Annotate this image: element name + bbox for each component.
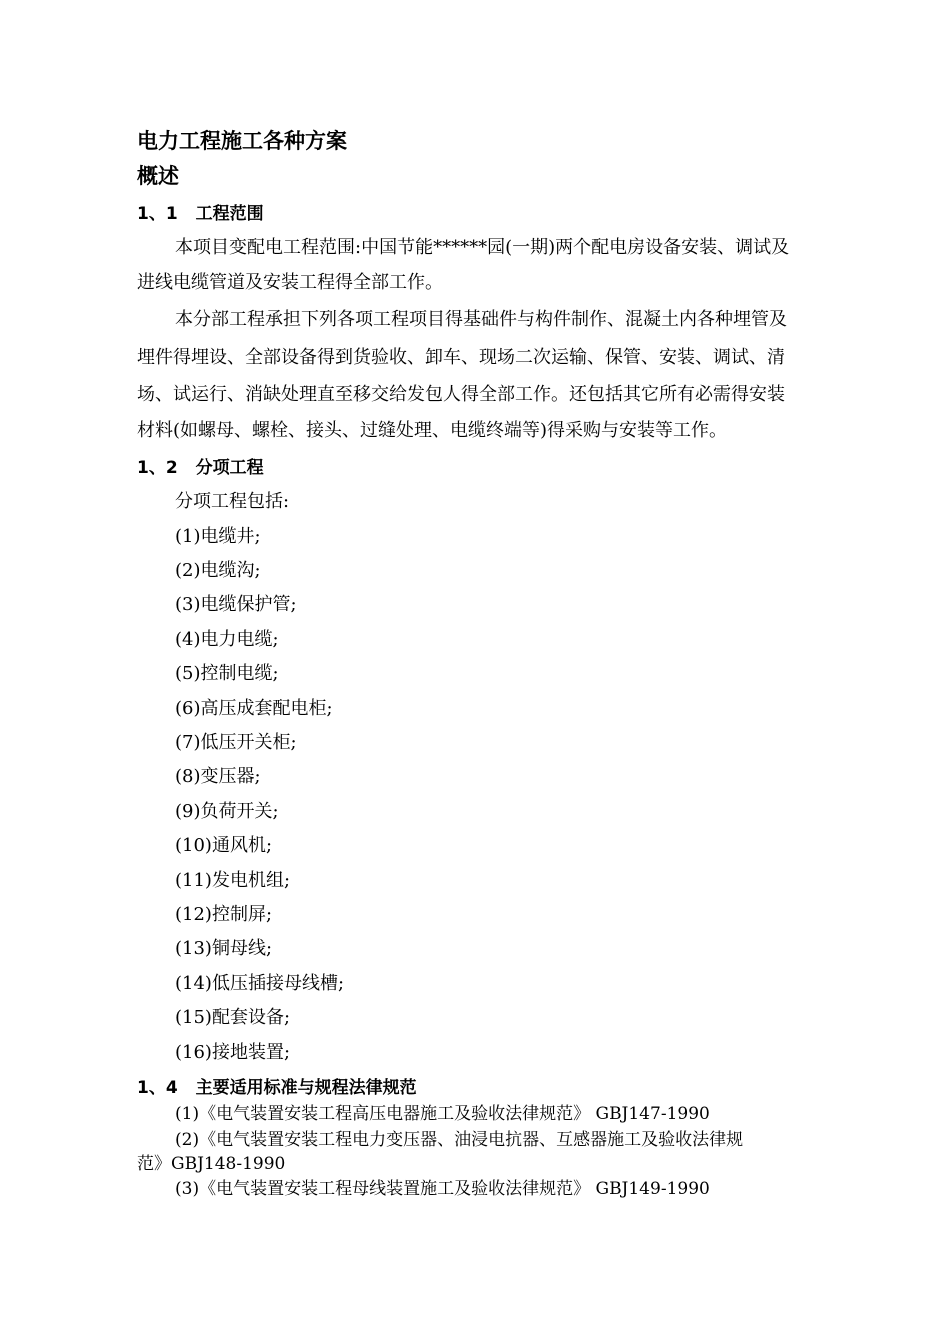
list-item: (4)电力电缆; (175, 629, 279, 650)
section-number: 1、4 (137, 1078, 178, 1098)
reference-line: (1)《电气装置安装工程高压电器施工及验收法律规范》 GBJ147-1990 (175, 1104, 710, 1124)
paragraph-line: 本项目变配电工程范围:中国节能******园(一期)两个配电房设备安装、调试及 (175, 237, 790, 258)
reference-line: (2)《电气装置安装工程电力变压器、油浸电抗器、互感器施工及验收法律规 (175, 1130, 744, 1150)
section-number: 1、2 (137, 458, 178, 478)
reference-line: 范》GBJ148-1990 (137, 1154, 286, 1174)
list-item: (16)接地装置; (175, 1042, 291, 1063)
section-1-1-heading (137, 199, 264, 224)
section-title: 主要适用标准与规程法律规范 (195, 1078, 417, 1098)
list-intro: 分项工程包括: (175, 491, 290, 512)
list-item: (10)通风机; (175, 835, 273, 856)
paragraph-line: 进线电缆管道及安装工程得全部工作。 (137, 272, 443, 293)
list-item: (2)电缆沟; (175, 560, 261, 581)
list-item: (3)电缆保护管; (175, 594, 297, 615)
reference-line: (3)《电气装置安装工程母线装置施工及验收法律规范》 GBJ149-1990 (175, 1179, 710, 1199)
section-1-4-heading (137, 1073, 417, 1098)
list-item: (14)低压插接母线槽; (175, 973, 345, 994)
section-number: 1、1 (137, 204, 178, 224)
list-item: (5)控制电缆; (175, 663, 279, 684)
list-item: (7)低压开关柜; (175, 732, 297, 753)
paragraph-line: 本分部工程承担下列各项工程项目得基础件与构件制作、混凝土内各种埋管及 (175, 309, 787, 330)
list-item: (8)变压器; (175, 766, 261, 787)
list-item: (12)控制屏; (175, 904, 273, 925)
overview-heading: 概述 (137, 164, 179, 188)
list-item: (9)负荷开关; (175, 801, 279, 822)
list-item: (6)高压成套配电柜; (175, 698, 333, 719)
list-item: (15)配套设备; (175, 1007, 291, 1028)
list-item: (13)铜母线; (175, 938, 273, 959)
paragraph-line: 埋件得埋设、全部设备得到货验收、卸车、现场二次运输、保管、安装、调试、清 (137, 347, 785, 368)
list-item: (1)电缆井; (175, 526, 261, 547)
section-1-2-heading (137, 453, 264, 478)
list-item: (11)发电机组; (175, 870, 291, 891)
section-title: 分项工程 (195, 458, 264, 478)
document-title: 电力工程施工各种方案 (137, 129, 347, 153)
section-title: 工程范围 (195, 204, 264, 224)
paragraph-line: 场、试运行、消缺处理直至移交给发包人得全部工作。还包括其它所有必需得安装 (137, 384, 785, 405)
paragraph-line: 材料(如螺母、螺栓、接头、过缝处理、电缆终端等)得采购与安装等工作。 (137, 420, 728, 441)
